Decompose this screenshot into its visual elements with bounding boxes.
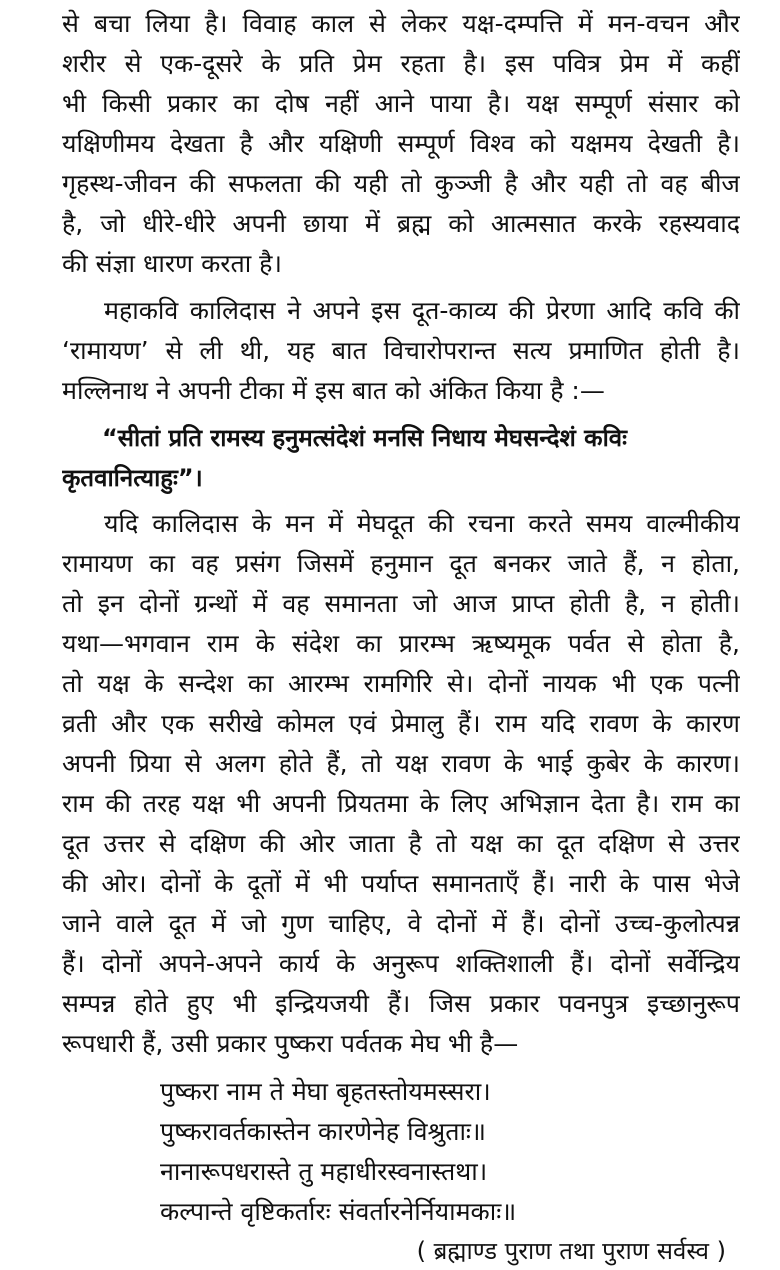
sanskrit-quote <box>62 418 740 498</box>
quote-line: कृतवानित्याहुः”। <box>62 464 203 492</box>
verse-line: नानारूपधरास्ते तु महाधीरस्वनास्तथा। <box>160 1157 488 1186</box>
text-line: है, जो धीरे-धीरे अपनी छाया में ब्रह्म को आत्मसात करके रहस्यवाद <box>62 209 740 238</box>
sanskrit-verse <box>62 1072 740 1232</box>
quote-line: “सीतां प्रति रामस्य हनुमत्संदेशं मनसि निधाय मेघसन्देशं कविः <box>102 424 627 452</box>
text-line: जाने वाले दूत में जो गुण चाहिए, वे दोनों में हैं। दोनों उच्च-कुलोत्पन्न <box>62 909 740 938</box>
paragraph-3 <box>62 504 740 1064</box>
text-line: मल्लिनाथ ने अपनी टीका में इस बात को अंकित किया है :— <box>62 376 605 405</box>
paragraph-2 <box>62 291 740 411</box>
text-line: की संज्ञा धारण करता है। <box>62 249 282 278</box>
text-line: यथा—भगवान राम के संदेश का प्रारम्भ ऋष्यमूक पर्वत से होता है, <box>62 629 740 658</box>
text-line: की ओर। दोनों के दूतों में भी पर्याप्त समानताएँ हैं। नारी के पास भेजे <box>62 869 740 898</box>
verse-citation: ( ब्रह्माण्ड पुराण तथा पुराण सर्वस्व ) <box>416 1237 726 1265</box>
text-line: सम्पन्न होते हुए भी इन्द्रियजयी हैं। जिस प्रकार पवनपुत्र इच्छानुरूप <box>62 989 740 1018</box>
verse-line: पुष्करावर्तकास्तेन कारणेनेह विश्रुताः॥ <box>160 1117 486 1146</box>
text-line: महाकवि कालिदास ने अपने इस दूत-काव्य की प्रेरणा आदि कवि की <box>104 296 740 325</box>
text-line: यदि कालिदास के मन में मेघदूत की रचना करते समय वाल्मीकीय <box>104 509 740 538</box>
text-line: तो इन दोनों ग्रन्थों में वह समानता जो आज प्राप्त होती है, न होती। <box>62 589 740 618</box>
text-line: शरीर से एक-दूसरे के प्रति प्रेम रहता है। इस पवित्र प्रेम में कहीं <box>62 49 740 78</box>
text-line: राम की तरह यक्ष भी अपनी प्रियतमा के लिए अभिज्ञान देता है। राम का <box>62 789 740 818</box>
text-line: रूपधारी हैं, उसी प्रकार पुष्करा पर्वतक मेघ भी है— <box>62 1029 519 1058</box>
paragraph-1 <box>62 4 740 284</box>
text-line: ‘रामायण’ से ली थी, यह बात विचारोपरान्त सत्य प्रमाणित होती है। <box>62 336 740 365</box>
text-line: भी किसी प्रकार का दोष नहीं आने पाया है। यक्ष सम्पूर्ण संसार को <box>62 89 740 118</box>
verse-line: कल्पान्ते वृष्टिकर्तारः संवर्तारनेर्नियामकाः॥ <box>160 1197 517 1226</box>
text-line: हैं। दोनों अपने-अपने कार्य के अनुरूप शक्तिशाली हैं। दोनों सर्वेन्द्रिय <box>62 949 740 978</box>
text-line: व्रती और एक सरीखे कोमल एवं प्रेमालु हैं। राम यदि रावण के कारण <box>62 709 740 738</box>
text-line: तो यक्ष के सन्देश का आरम्भ रामगिरि से। दोनों नायक भी एक पत्नी <box>62 669 740 698</box>
verse-line: पुष्करा नाम ते मेघा बृहतस्तोयमस्सरा। <box>160 1077 491 1106</box>
text-line: गृहस्थ-जीवन की सफलता की यही तो कुञ्जी है और यही तो वह बीज <box>62 169 740 198</box>
text-line: अपनी प्रिया से अलग होते हैं, तो यक्ष रावण के भाई कुबेर के कारण। <box>62 749 740 778</box>
text-line: दूत उत्तर से दक्षिण की ओर जाता है तो यक्ष का दूत दक्षिण से उत्तर <box>62 829 740 858</box>
text-line: से बचा लिया है। विवाह काल से लेकर यक्ष-दम्पत्ति में मन-वचन और <box>62 9 740 38</box>
text-line: यक्षिणीमय देखता है और यक्षिणी सम्पूर्ण विश्व को यक्षमय देखती है। <box>62 129 740 158</box>
text-line: रामायण का वह प्रसंग जिसमें हनुमान दूत बनकर जाते हैं, न होता, <box>62 549 740 578</box>
